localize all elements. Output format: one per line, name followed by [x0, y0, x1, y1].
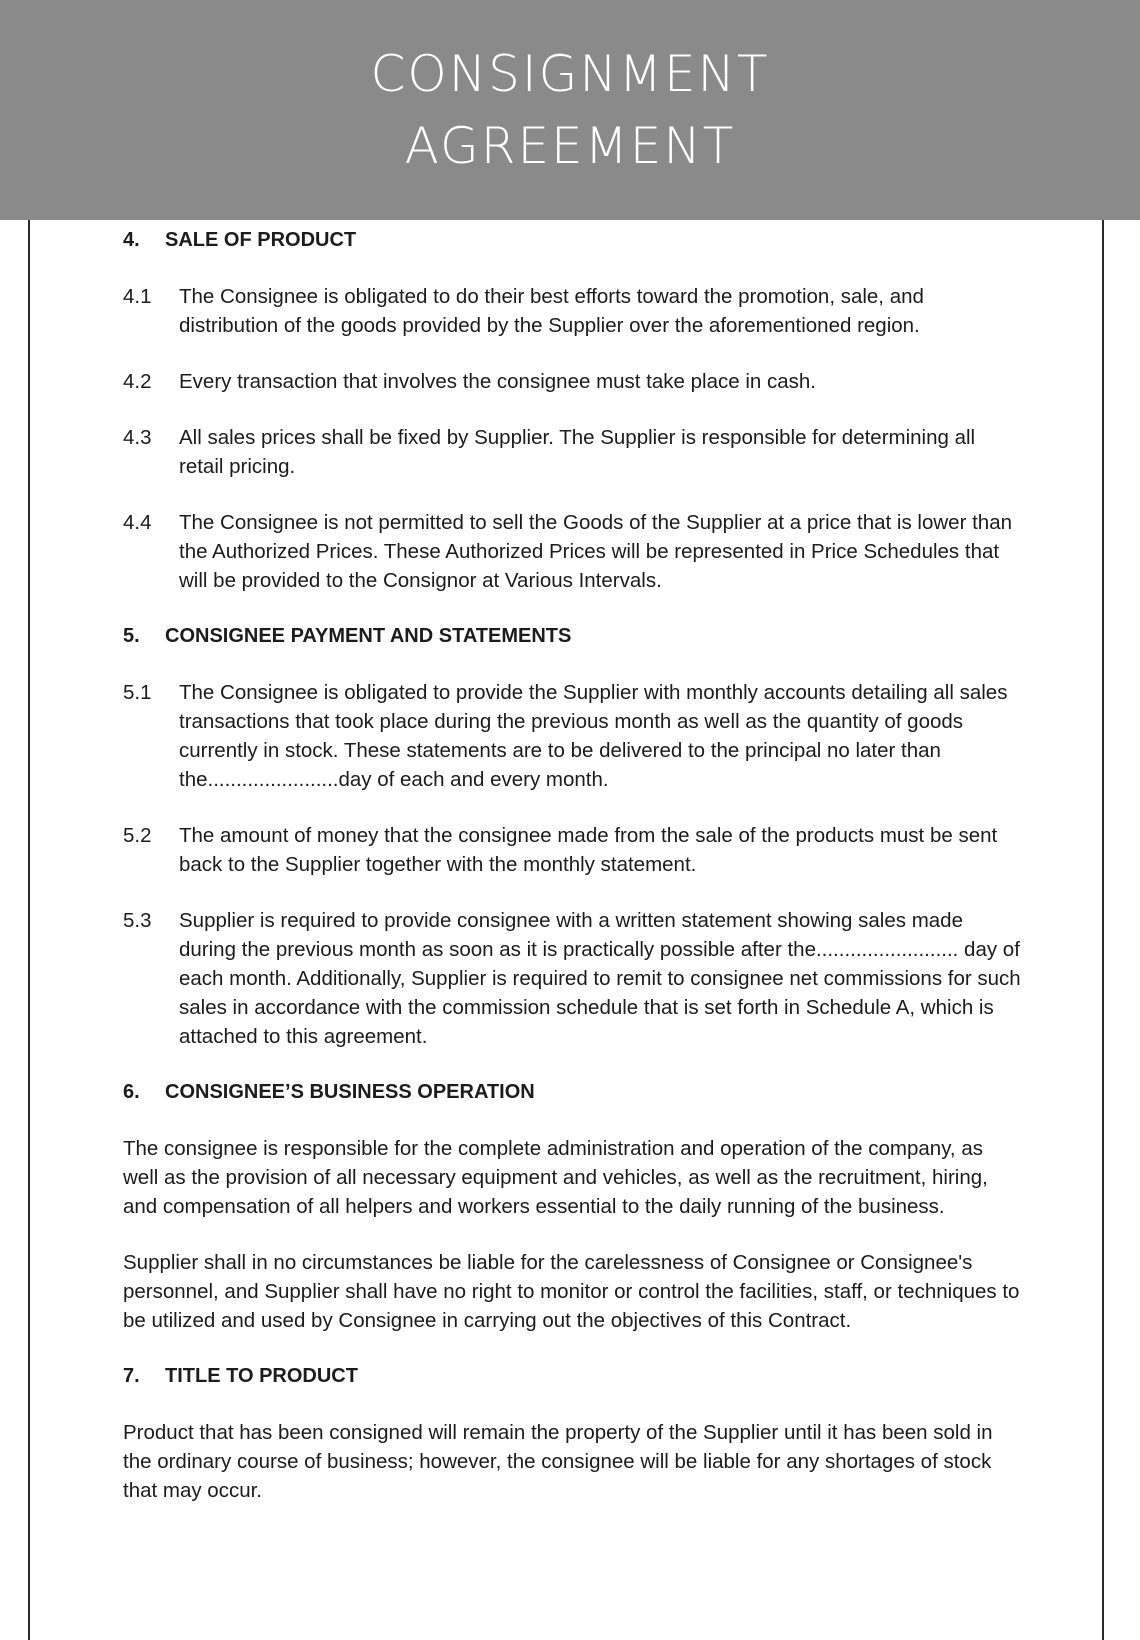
clause-4-2 — [123, 367, 1023, 396]
section-number: 7. — [123, 1365, 140, 1387]
clause-4-4 — [123, 508, 1023, 595]
document-title-line-1: CONSIGNMENT — [370, 45, 770, 103]
section-number: 6. — [123, 1081, 140, 1103]
section-heading-5 — [123, 622, 1023, 651]
paragraph: The consignee is responsible for the complete administration and operation of the company, as well as the provision of all necessary equipment and vehicles, as well as the recruitment, hiring, and compensation of all helpers and workers essential to the daily running of the business. — [123, 1137, 988, 1218]
clause-text: The Consignee is not permitted to sell the Goods of the Supplier at a price that is lower than the Authorized Prices. These Authorized Prices will be represented in Price Schedules that will be provided to the Consignor at Various Intervals. — [179, 511, 1012, 592]
section-title: CONSIGNEE PAYMENT AND STATEMENTS — [165, 625, 572, 647]
clause-4-1 — [123, 282, 1023, 340]
clause-5-2 — [123, 821, 1023, 879]
section-heading-7 — [123, 1362, 1023, 1391]
section-heading-4 — [123, 226, 1023, 255]
clause-number: 4.1 — [123, 285, 152, 308]
clause-number: 5.2 — [123, 824, 152, 847]
title-banner — [0, 0, 1140, 220]
clause-text: Supplier is required to provide consignee with a written statement showing sales made during the previous month as soon as it is practically possible after the......................... day of each month. Additionally, Supplier is required to remit to consignee net commissions for such sales in accordance with the commission schedule that is set forth in Schedule A, which is attached to this agreement. — [179, 909, 1021, 1048]
clause-5-1 — [123, 678, 1023, 794]
clause-number: 4.4 — [123, 511, 152, 534]
clause-text: The amount of money that the consignee made from the sale of the products must be sent back to the Supplier together with the monthly statement. — [179, 824, 998, 876]
section-title: CONSIGNEE’S BUSINESS OPERATION — [165, 1081, 535, 1103]
section-heading-6 — [123, 1078, 1023, 1107]
clause-5-3 — [123, 906, 1023, 1051]
section-title: SALE OF PRODUCT — [165, 229, 357, 251]
section-number: 4. — [123, 229, 140, 251]
document-body — [123, 226, 1023, 1532]
paragraph: Supplier shall in no circumstances be liable for the carelessness of Consignee or Consignee's personnel, and Supplier shall have no right to monitor or control the facilities, staff, or techniques to be utilized and used by Consignee in carrying out the objectives of this Contract. — [123, 1251, 1020, 1332]
document-title-line-2: AGREEMENT — [404, 117, 736, 175]
clause-4-3 — [123, 423, 1023, 481]
clause-number: 5.3 — [123, 909, 152, 932]
clause-number: 4.2 — [123, 370, 152, 393]
clause-text: Every transaction that involves the consignee must take place in cash. — [179, 370, 816, 393]
section-number: 5. — [123, 625, 140, 647]
section-title: TITLE TO PRODUCT — [165, 1365, 358, 1387]
clause-number: 5.1 — [123, 681, 152, 704]
clause-number: 4.3 — [123, 426, 152, 449]
clause-text: The Consignee is obligated to provide the Supplier with monthly accounts detailing all sales transactions that took place during the previous month as well as the quantity of goods currently in stock. These statements are to be delivered to the principal no later than the.......................day of each and every month. — [179, 681, 1008, 791]
paragraph: Product that has been consigned will remain the property of the Supplier until it has been sold in the ordinary course of business; however, the consignee will be liable for any shortages of stock that may occur. — [123, 1421, 993, 1502]
clause-text: The Consignee is obligated to do their best efforts toward the promotion, sale, and distribution of the goods provided by the Supplier over the aforementioned region. — [179, 285, 924, 337]
clause-text: All sales prices shall be fixed by Supplier. The Supplier is responsible for determining all retail pricing. — [179, 426, 976, 478]
